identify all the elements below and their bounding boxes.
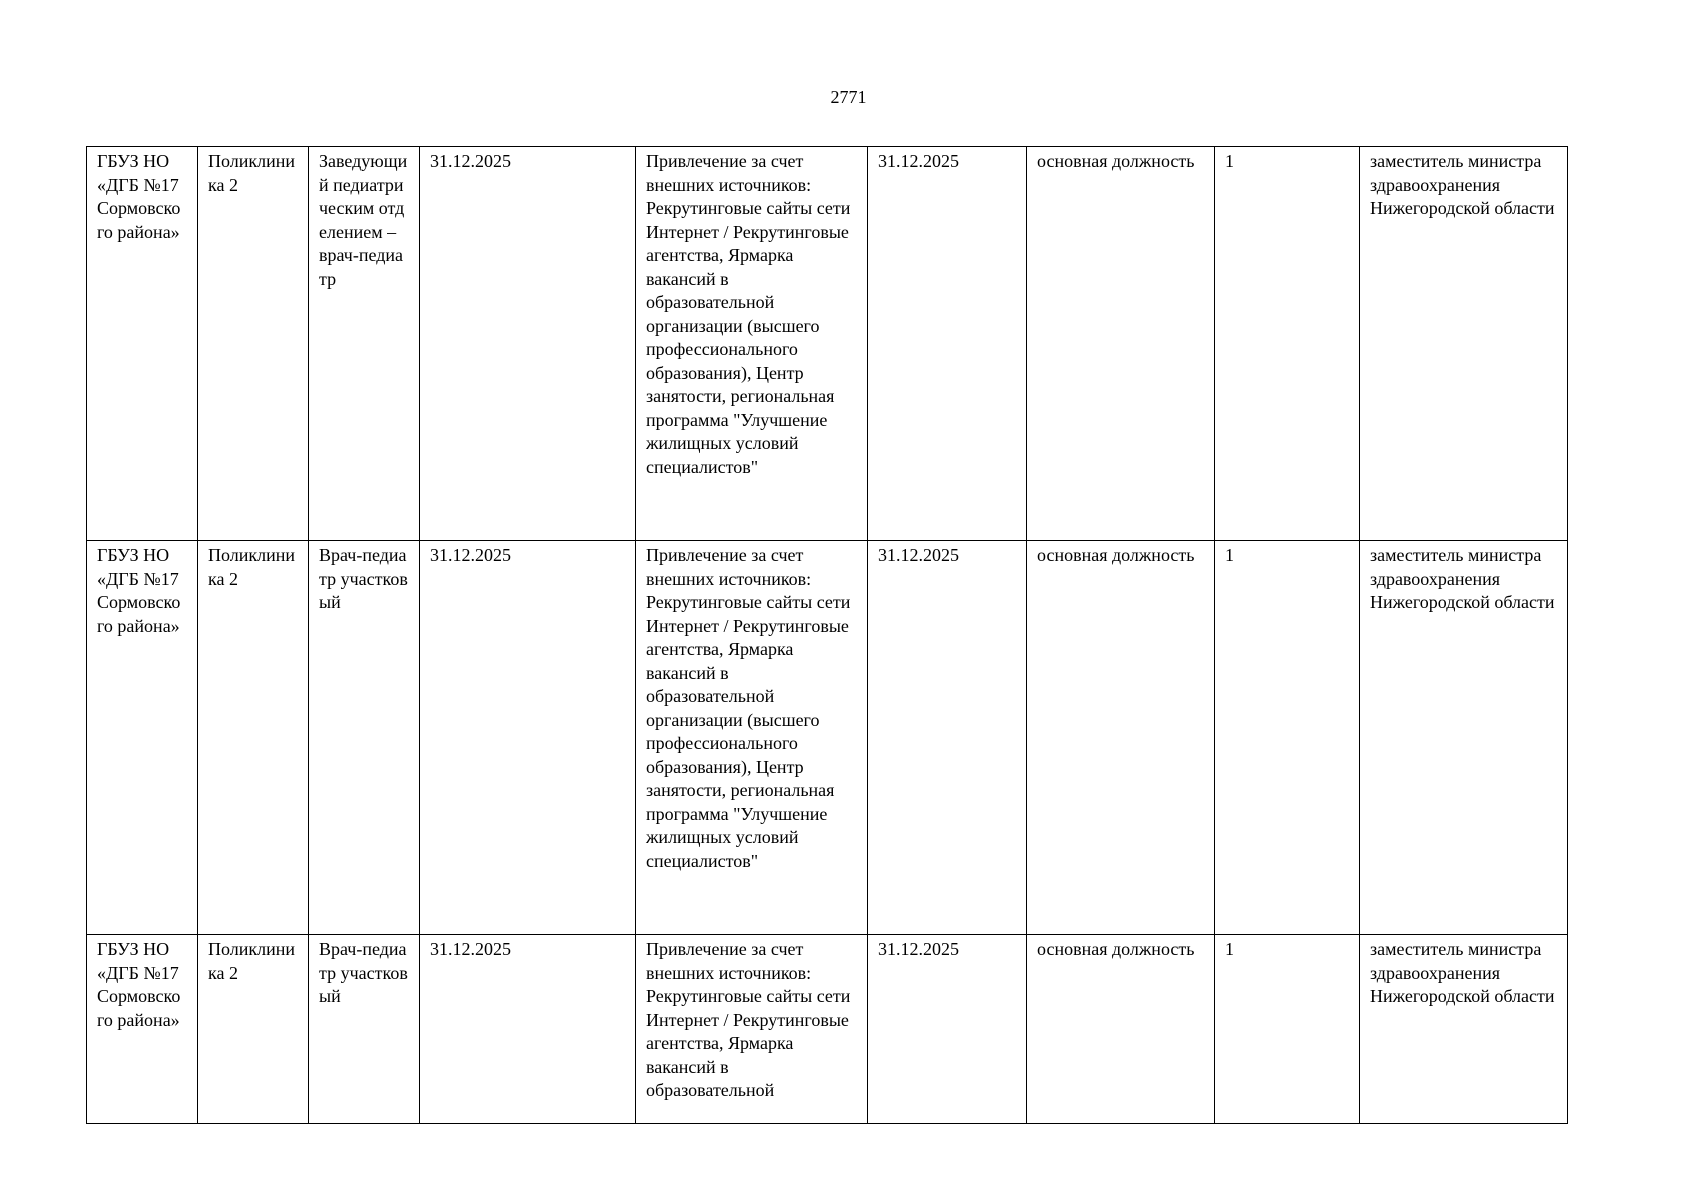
- cell-responsible: заместитель министра здравоохранения Нижегородской области: [1360, 147, 1568, 541]
- cell-organization: ГБУЗ НО «ДГБ №17 Сормовского района»: [87, 541, 198, 935]
- cell-count: 1: [1215, 147, 1360, 541]
- cell-employment-type: основная должность: [1027, 147, 1215, 541]
- cell-responsible: заместитель министра здравоохранения Нижегородской области: [1360, 935, 1568, 1124]
- cell-measures: Привлечение за счет внешних источников: Рекрутинговые сайты сети Интернет / Рекрутинговые агентства, Ярмарка вакансий в образовательной организации (высшего профессионального образования), Центр занятости, региональная программа "Улучшение жилищных условий специалистов": [636, 541, 868, 935]
- cell-position: Врач-педиатр участковый: [309, 541, 420, 935]
- cell-count: 1: [1215, 935, 1360, 1124]
- table-row: [87, 935, 1568, 1124]
- cell-responsible: заместитель министра здравоохранения Нижегородской области: [1360, 541, 1568, 935]
- cell-position: Врач-педиатр участковый: [309, 935, 420, 1124]
- cell-date-end: 31.12.2025: [868, 935, 1027, 1124]
- cell-department: Поликлиника 2: [198, 147, 309, 541]
- staffing-table: [86, 146, 1568, 1124]
- cell-department: Поликлиника 2: [198, 935, 309, 1124]
- cell-department: Поликлиника 2: [198, 541, 309, 935]
- cell-measures: Привлечение за счет внешних источников: Рекрутинговые сайты сети Интернет / Рекрутинговые агентства, Ярмарка вакансий в образовательной: [636, 935, 868, 1124]
- cell-date-start: 31.12.2025: [420, 147, 636, 541]
- table-row: [87, 541, 1568, 935]
- cell-date-start: 31.12.2025: [420, 935, 636, 1124]
- page-number: 2771: [830, 87, 867, 107]
- cell-employment-type: основная должность: [1027, 541, 1215, 935]
- cell-date-start: 31.12.2025: [420, 541, 636, 935]
- cell-employment-type: основная должность: [1027, 935, 1215, 1124]
- cell-organization: ГБУЗ НО «ДГБ №17 Сормовского района»: [87, 147, 198, 541]
- table-row: [87, 147, 1568, 541]
- cell-date-end: 31.12.2025: [868, 147, 1027, 541]
- cell-position: Заведующий педиатрическим отделением – врач-педиатр: [309, 147, 420, 541]
- cell-date-end: 31.12.2025: [868, 541, 1027, 935]
- cell-count: 1: [1215, 541, 1360, 935]
- cell-organization: ГБУЗ НО «ДГБ №17 Сормовского района»: [87, 935, 198, 1124]
- cell-measures: Привлечение за счет внешних источников: Рекрутинговые сайты сети Интернет / Рекрутинговые агентства, Ярмарка вакансий в образовательной организации (высшего профессионального образования), Центр занятости, региональная программа "Улучшение жилищных условий специалистов": [636, 147, 868, 541]
